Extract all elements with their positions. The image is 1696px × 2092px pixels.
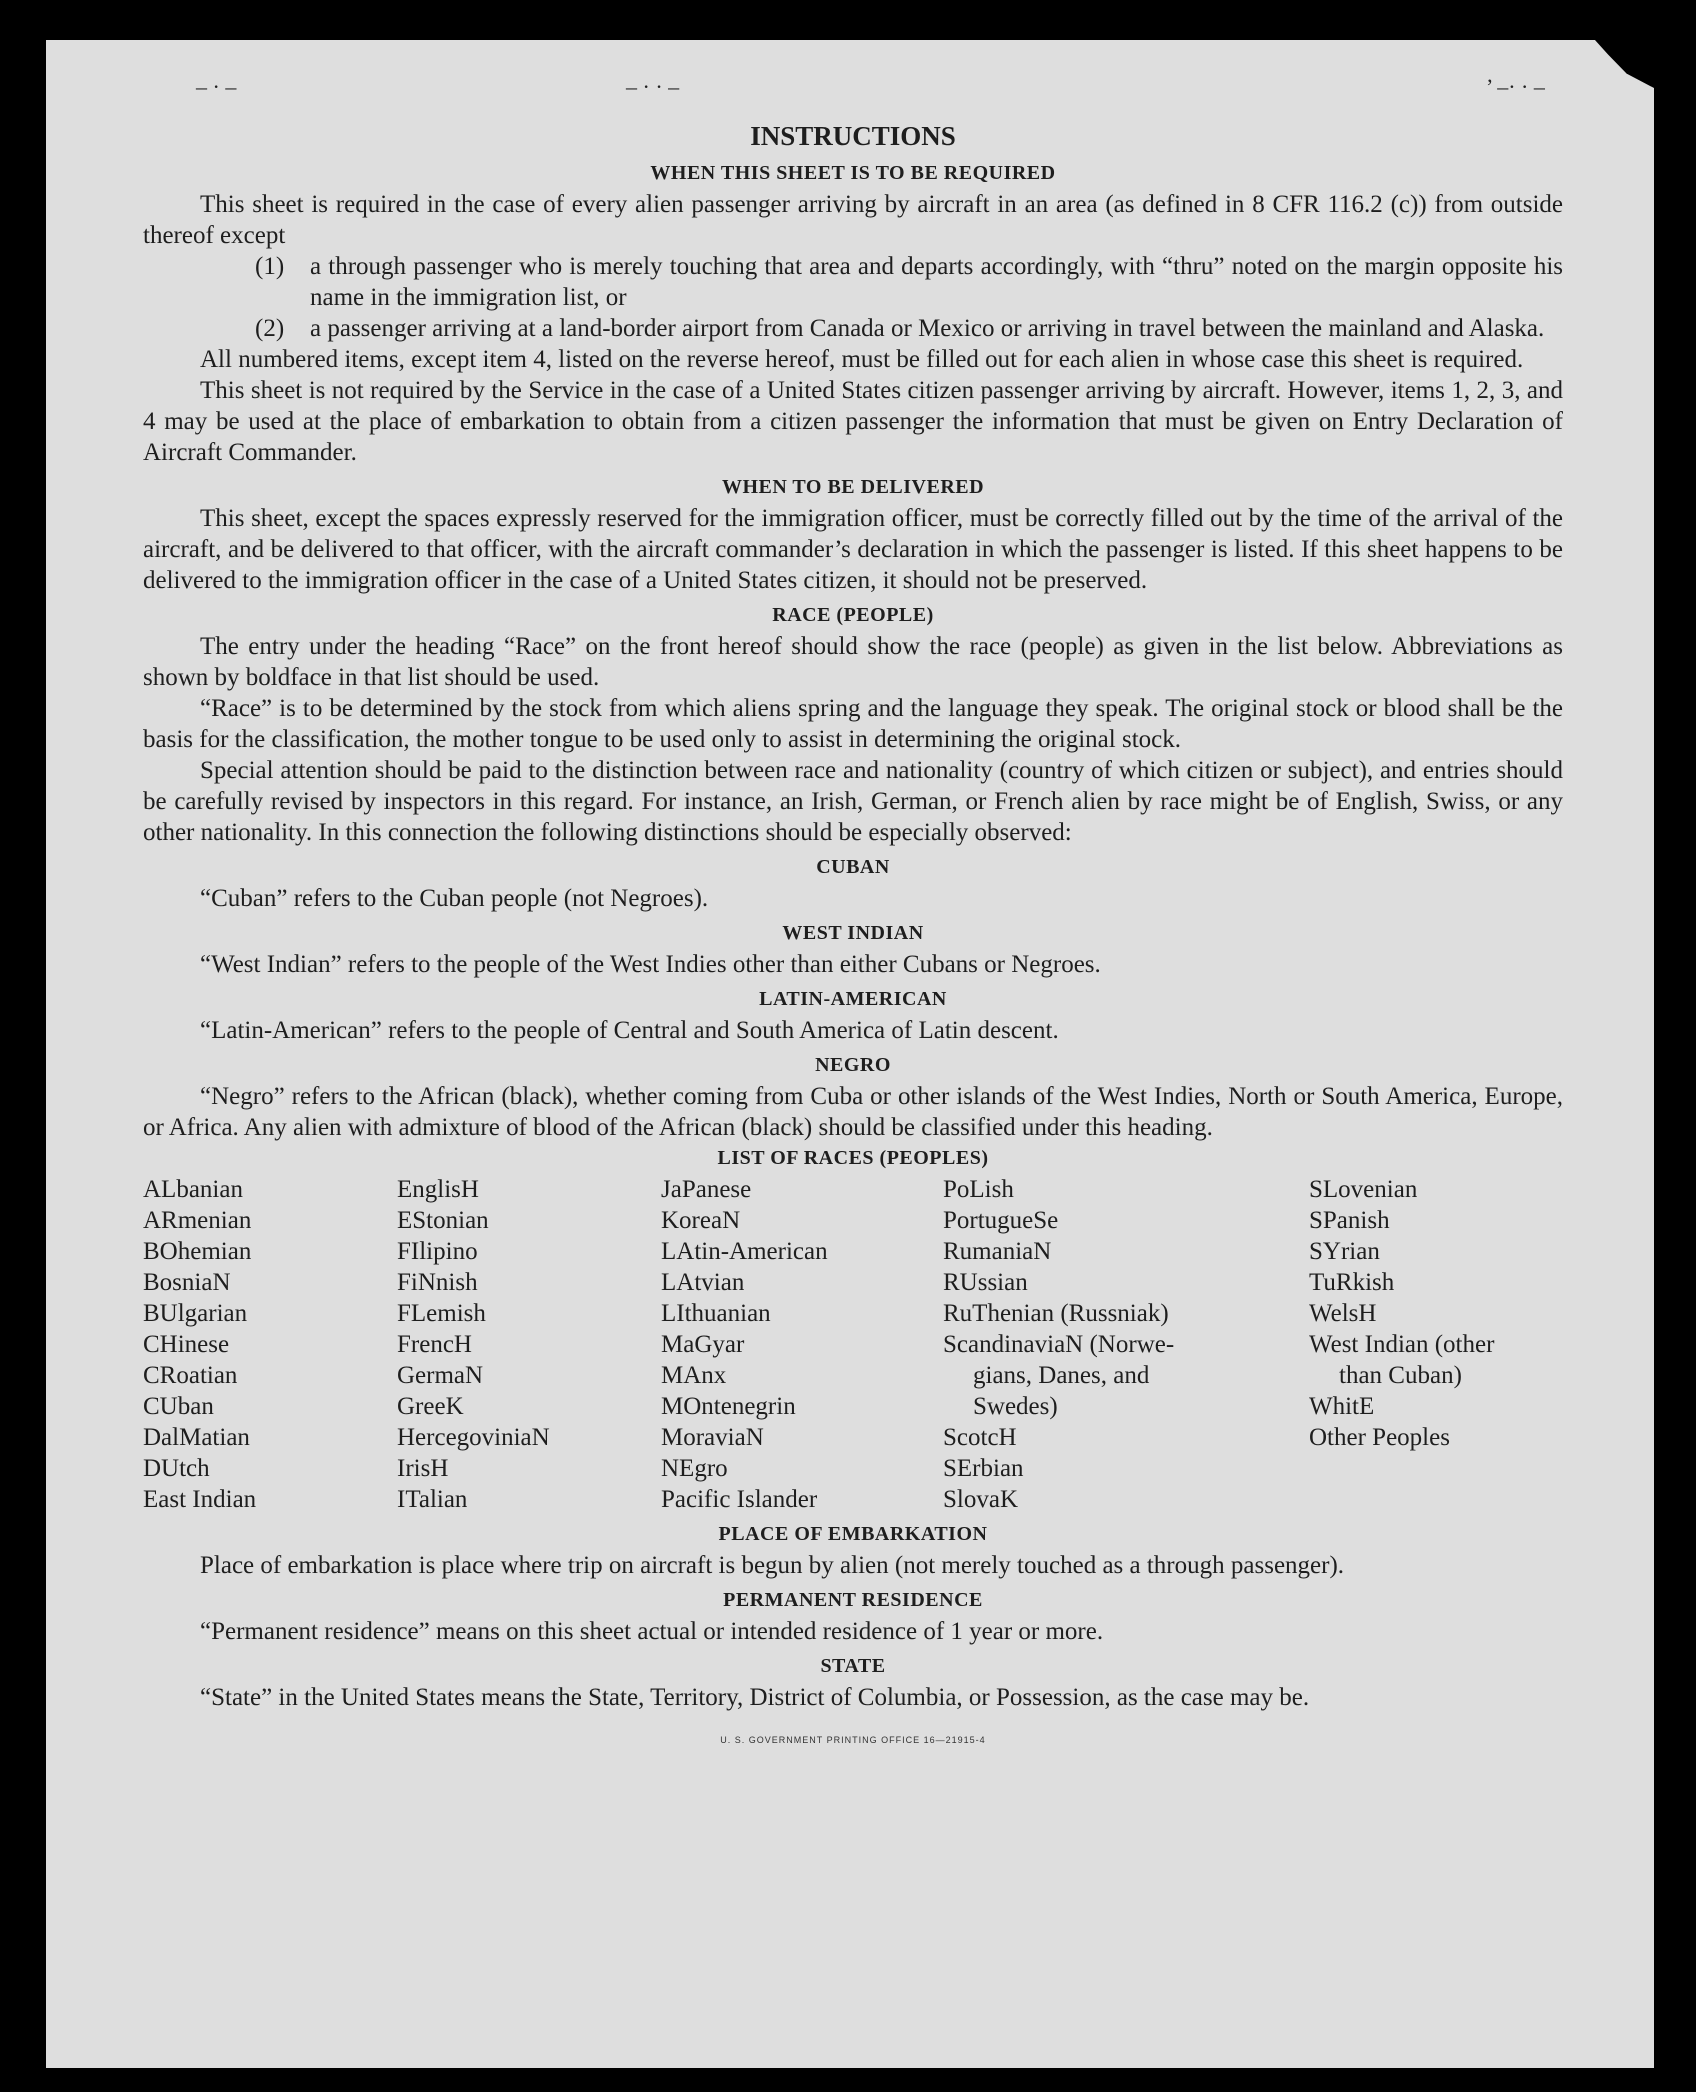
paragraph: “Permanent residence” means on this sheet actual or intended residence of 1 year or more. <box>200 1618 1104 1645</box>
paragraph: “Latin-American” refers to the people of Central and South America of Latin descent. <box>200 1017 1059 1044</box>
race-entry: BosniaN <box>143 1269 231 1296</box>
section-heading-embarkation: PLACE OF EMBARKATION <box>718 1523 988 1545</box>
race-entry: Pacific Islander <box>661 1486 818 1513</box>
paragraph: “Cuban” refers to the Cuban people (not Negroes). <box>200 885 709 912</box>
race-entry: HercegoviniaN <box>397 1424 550 1451</box>
race-entry: IrisH <box>397 1455 449 1482</box>
section-heading-race: RACE (PEOPLE) <box>772 604 934 626</box>
scan-mark: – · – <box>196 74 237 99</box>
section-heading-negro: NEGRO <box>815 1054 891 1076</box>
race-entry-continuation: gians, Danes, and <box>973 1362 1150 1389</box>
race-entry: PortugueSe <box>943 1207 1059 1234</box>
race-entry: WelsH <box>1309 1300 1377 1327</box>
race-entry: LAtin-American <box>661 1238 828 1265</box>
race-entry: DalMatian <box>143 1424 250 1451</box>
race-entry: RumaniaN <box>943 1238 1052 1265</box>
race-entry: JaPanese <box>661 1176 752 1203</box>
races-column <box>943 1174 1309 1515</box>
document-sheet <box>46 40 1654 2068</box>
race-entry: LIthuanian <box>661 1300 771 1327</box>
scan-mark: – · · – <box>626 74 680 99</box>
race-entry: BUlgarian <box>143 1300 248 1327</box>
race-entry: WhitE <box>1309 1393 1375 1420</box>
section-heading-west-indian: WEST INDIAN <box>782 922 924 944</box>
paragraph: “Race” is to be determined by the stock from which aliens spring and the language they speak. The original stock or blood shall be the basis for the classification, the mother tongue to be used only to assist in determining the original stock. <box>143 695 1563 753</box>
race-entry: BOhemian <box>143 1238 252 1265</box>
race-entry: EnglisH <box>397 1176 479 1203</box>
section-heading-latin-american: LATIN-AMERICAN <box>759 988 947 1010</box>
exception-item <box>143 251 1563 313</box>
paragraph: This sheet is not required by the Service in the case of a United States citizen passenger arriving by aircraft. However, items 1, 2, 3, and 4 may be used at the place of embarkation to obtain from a citizen passenger the information that must be given on Entry Declaration of Aircraft Commander. <box>143 377 1563 466</box>
race-entry: PoLish <box>943 1176 1014 1203</box>
race-entry: MOntenegrin <box>661 1393 796 1420</box>
paragraph: “State” in the United States means the State, Territory, District of Columbia, or Possession, as the case may be. <box>200 1684 1310 1711</box>
race-entry: FrencH <box>397 1331 472 1358</box>
race-entry: MoraviaN <box>661 1424 764 1451</box>
printer-imprint: U. S. GOVERNMENT PRINTING OFFICE 16—21915-4 <box>720 1735 986 1745</box>
race-entry: TuRkish <box>1309 1269 1395 1296</box>
paragraph: This sheet, except the spaces expressly reserved for the immigration officer, must be correctly filled out by the time of the arrival of the aircraft, and be delivered to that officer, with the aircraft commander’s declaration in which the passenger is listed. If this sheet happens to be delivered to the immigration officer in the case of a United States citizen, it should not be preserved. <box>143 505 1563 594</box>
race-entry: SYrian <box>1309 1238 1380 1265</box>
paragraph: “Negro” refers to the African (black), whether coming from Cuba or other islands of the West Indies, North or South America, Europe, or Africa. Any alien with admixture of blood of the African (black) should be classified under this heading. <box>143 1083 1563 1141</box>
race-entry: West Indian (other <box>1309 1331 1495 1358</box>
races-column <box>143 1174 397 1515</box>
race-entry: ScotcH <box>943 1424 1017 1451</box>
item-number: (2) <box>255 315 285 342</box>
race-entry-continuation: than Cuban) <box>1339 1362 1462 1389</box>
section-heading-state: STATE <box>820 1655 886 1677</box>
races-column <box>1309 1174 1563 1515</box>
scan-mark: ’ –· · – <box>1486 74 1545 99</box>
race-entry: MaGyar <box>661 1331 745 1358</box>
paragraph: Special attention should be paid to the distinction between race and nationality (country of which citizen or subject), and entries should be carefully revised by inspectors in this regard. For instance, an Irish, German, or French alien by race might be of English, Swiss, or any other nationality. In this connection the following distinctions should be especially observed: <box>143 757 1563 846</box>
races-column <box>661 1174 943 1515</box>
race-entry: GreeK <box>397 1393 464 1420</box>
race-entry: Other Peoples <box>1309 1424 1450 1451</box>
races-column <box>397 1174 661 1515</box>
race-entry: ARmenian <box>143 1207 252 1234</box>
race-entry: CHinese <box>143 1331 230 1358</box>
race-entry: SErbian <box>943 1455 1024 1482</box>
race-entry: ScandinaviaN (Norwe- <box>943 1331 1175 1358</box>
race-entry: CRoatian <box>143 1362 238 1389</box>
race-entry: RUssian <box>943 1269 1028 1296</box>
section-heading-cuban: CUBAN <box>816 856 890 878</box>
race-entry: East Indian <box>143 1486 257 1513</box>
race-entry: ITalian <box>397 1486 468 1513</box>
paragraph: All numbered items, except item 4, listed on the reverse hereof, must be filled out for each alien in whose case this sheet is required. <box>200 346 1524 373</box>
race-entry: KoreaN <box>661 1207 741 1234</box>
race-entry: NEgro <box>661 1455 728 1482</box>
race-entry: CUban <box>143 1393 214 1420</box>
race-entry: SPanish <box>1309 1207 1390 1234</box>
section-heading-residence: PERMANENT RESIDENCE <box>723 1589 983 1611</box>
race-entry: RuThenian (Russniak) <box>943 1300 1169 1327</box>
race-entry: FiNnish <box>397 1269 478 1296</box>
page-title: INSTRUCTIONS <box>750 121 956 151</box>
race-entry: EStonian <box>397 1207 489 1234</box>
races-list <box>143 1174 1563 1515</box>
item-text: a through passenger who is merely touching that area and departs accordingly, with “thru” noted on the margin opposite his name in the immigration list, or <box>310 253 1563 311</box>
section-heading-list-of-races: LIST OF RACES (PEOPLES) <box>717 1147 989 1169</box>
item-number: (1) <box>255 253 285 280</box>
race-entry-continuation: Swedes) <box>973 1393 1058 1420</box>
race-entry: ALbanian <box>143 1176 243 1203</box>
race-entry: LAtvian <box>661 1269 745 1296</box>
section-heading-delivered: WHEN TO BE DELIVERED <box>721 476 985 498</box>
item-text: a passenger arriving at a land-border airport from Canada or Mexico or arriving in travel between the mainland and Alaska. <box>310 315 1545 342</box>
race-entry: MAnx <box>661 1362 727 1389</box>
race-entry: FLemish <box>397 1300 486 1327</box>
race-entry: GermaN <box>397 1362 484 1389</box>
section-heading-required: WHEN THIS SHEET IS TO BE REQUIRED <box>650 162 1056 184</box>
torn-corner <box>1582 40 1654 88</box>
exception-item <box>143 313 1563 344</box>
paragraph: The entry under the heading “Race” on the front hereof should show the race (people) as given in the list below. Abbreviations as shown by boldface in that list should be used. <box>143 633 1563 691</box>
paragraph: This sheet is required in the case of every alien passenger arriving by aircraft in an area (as defined in 8 CFR 116.2 (c)) from outside thereof except <box>143 191 1563 249</box>
race-entry: SLovenian <box>1309 1176 1418 1203</box>
paragraph: Place of embarkation is place where trip on aircraft is begun by alien (not merely touched as a through passenger). <box>200 1552 1345 1579</box>
instructions-content <box>143 118 1563 1756</box>
paragraph: “West Indian” refers to the people of the West Indies other than either Cubans or Negroes. <box>200 951 1101 978</box>
race-entry: FIlipino <box>397 1238 478 1265</box>
race-entry: SlovaK <box>943 1486 1018 1513</box>
race-entry: DUtch <box>143 1455 210 1482</box>
